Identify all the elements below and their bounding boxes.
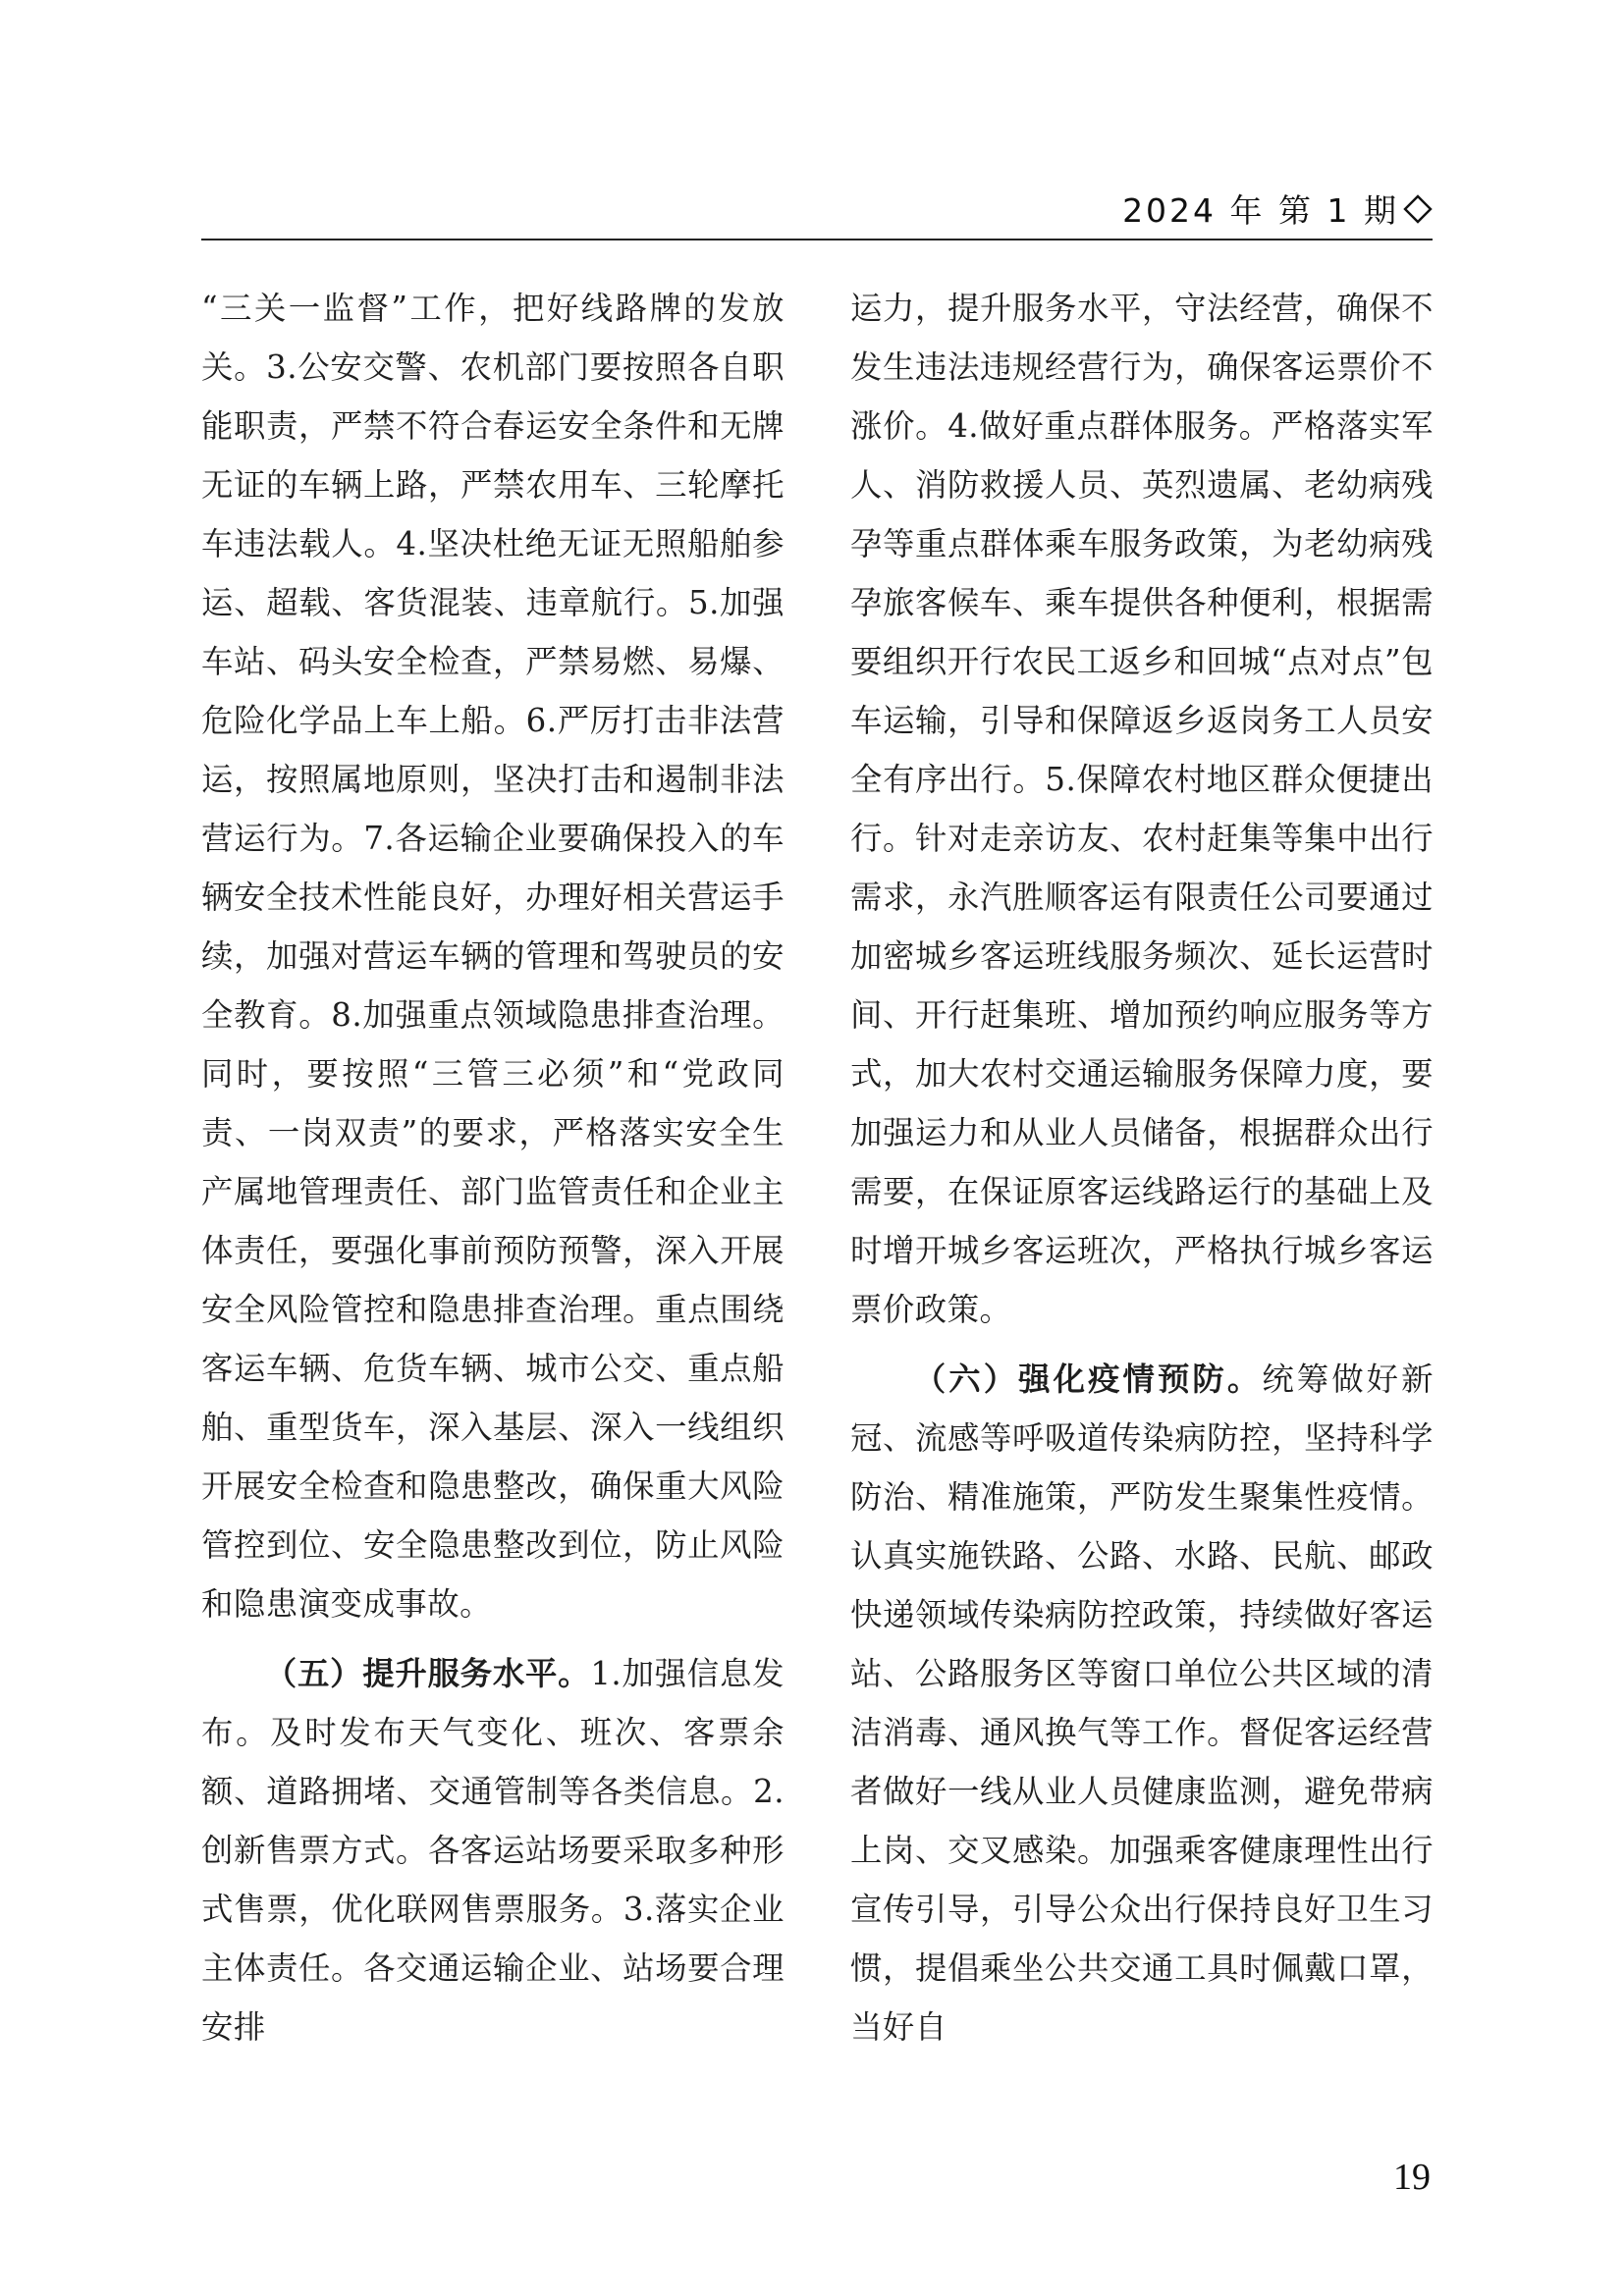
left-column <box>201 279 785 2056</box>
section-body-five: 1.加强信息发布。及时发布天气变化、班次、客票余额、道路拥堵、交通管制等各类信息。2.创新售票方式。各客运站场要采取多种形式售票，优化联网售票服务。3.落实企业主体责任。各交通运输企业、站场要合理安排 <box>201 1655 785 2046</box>
right-paragraph-epidemic <box>850 1350 1434 2056</box>
section-heading-five: （五）提升服务水平。 <box>264 1655 591 1692</box>
issue-label <box>1122 186 1433 232</box>
section-body-six: 统筹做好新冠、流感等呼吸道传染病防控，坚持科学防治、精准施策，严防发生聚集性疫情。认真实施铁路、公路、水路、民航、邮政快递领域传染病防控政策，持续做好客运站、公路服务区等窗口单位公共区域的清洁消毒、通风换气等工作。督促客运经营者做好一线从业人员健康监测，避免带病上岗、交叉感染。加强乘客健康理性出行宣传引导，引导公众出行保持良好卫生习惯，提倡乘坐公共交通工具时佩戴口罩，当好自 <box>850 1361 1435 2046</box>
left-paragraph-continued: “三关一监督”工作，把好线路牌的发放关。3.公安交警、农机部门要按照各自职能职责，严禁不符合春运安全条件和无牌无证的车辆上路，严禁农用车、三轮摩托车违法载人。4.坚决杜绝无证无照船舶参运、超载、客货混装、违章航行。5.加强车站、码头安全检查，严禁易燃、易爆、危险化学品上车上船。6.严厉打击非法营运，按照属地原则，坚决打击和遏制非法营运行为。7.各运输企业要确保投入的车辆安全技术性能良好，办理好相关营运手续，加强对营运车辆的管理和驾驶员的安全教育。8.加强重点领域隐患排查治理。同时，要按照“三管三必须”和“党政同责、一岗双责”的要求，严格落实安全生产属地管理责任、部门监管责任和企业主体责任，要强化事前预防预警，深入开展安全风险管控和隐患排查治理。重点围绕客运车辆、危货车辆、城市公交、重点船舶、重型货车，深入基层、深入一线组织开展安全检查和隐患整改，确保重大风险管控到位、安全隐患整改到位，防止风险和隐患演变成事故。 <box>201 290 785 1623</box>
section-heading-six: （六）强化疫情预防。 <box>913 1361 1263 1398</box>
issue-text: 2024 年 第 1 期 <box>1122 191 1399 230</box>
page-number: 19 <box>1393 2157 1431 2198</box>
right-paragraph-continued: 运力，提升服务水平，守法经营，确保不发生违法违规经营行为，确保客运票价不涨价。4.做好重点群体服务。严格落实军人、消防救援人员、英烈遗属、老幼病残孕等重点群体乘车服务政策，为老幼病残孕旅客候车、乘车提供各种便利，根据需要组织开行农民工返乡和回城“点对点”包车运输，引导和保障返乡返岗务工人员安全有序出行。5.保障农村地区群众便捷出行。针对走亲访友、农村赶集等集中出行需求，永汽胜顺客运有限责任公司要通过加密城乡客运班线服务频次、延长运营时间、开行赶集班、增加预约响应服务等方式，加大农村交通运输服务保障力度，要加强运力和从业人员储备，根据群众出行需要，在保证原客运线路运行的基础上及时增开城乡客运班次，严格执行城乡客运票价政策。 <box>850 290 1434 1328</box>
left-paragraph-service <box>201 1644 785 2056</box>
running-header <box>201 182 1433 240</box>
right-column <box>850 279 1434 2056</box>
diamond-outline-icon <box>1403 193 1433 232</box>
